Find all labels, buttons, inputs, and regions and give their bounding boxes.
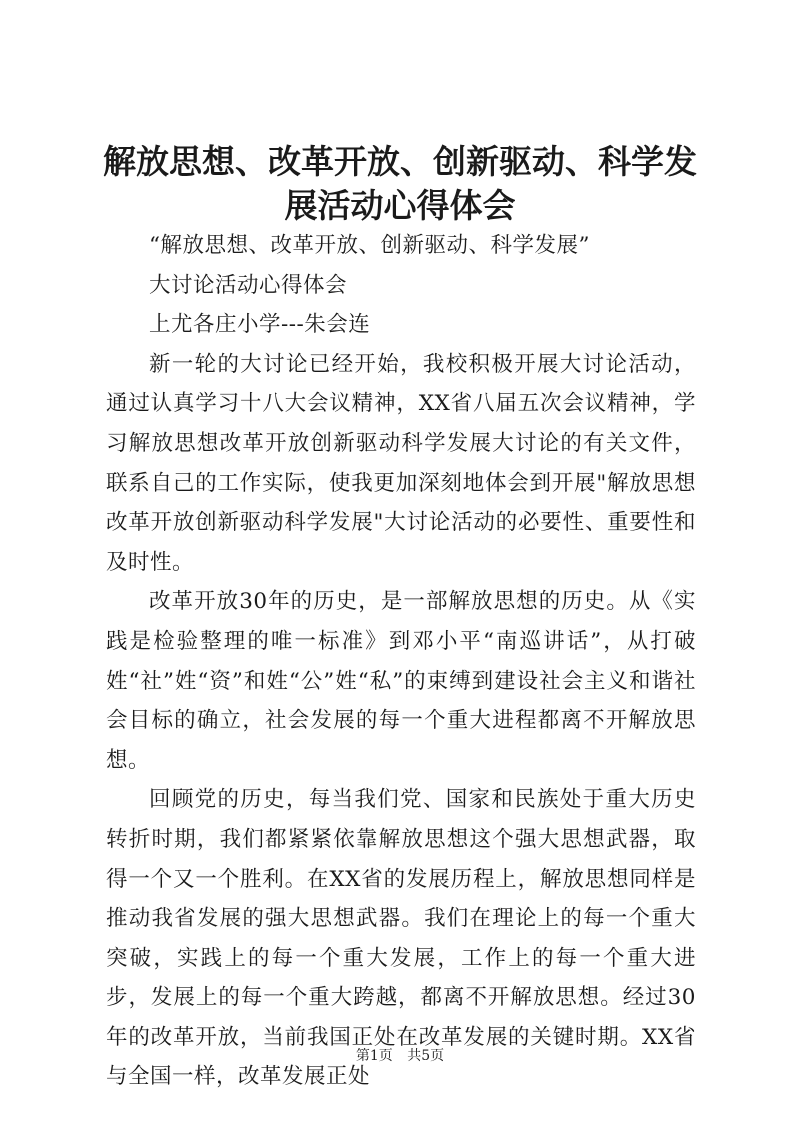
document-title: 解放思想、改革开放、创新驱动、科学发展活动心得体会 [103, 142, 697, 225]
body-paragraph: 新一轮的大讨论已经开始，我校积极开展大讨论活动，通过认真学习十八大会议精神，XX省八届五次会议精神，学习解放思想改革开放创新驱动科学发展大讨论的有关文件，联系自己的工作实际，使我更加深刻地体会到开展"解放思想改革开放创新驱动科学发展"大讨论活动的必要性、重要性和及时性。 [106, 351, 696, 575]
document-body [106, 226, 696, 1097]
body-paragraph: 改革开放30年的历史，是一部解放思想的历史。从《实践是检验整理的唯一标准》到邓小平“南巡讲话”，从打破姓“社”姓“资”和姓“公”姓“私”的束缚到建设社会主义和谐社会目标的确立，社会发展的每一个重大进程都离不开解放思想。 [106, 589, 696, 773]
page-footer [0, 1046, 800, 1066]
subtitle-quote: “解放思想、改革开放、创新驱动、科学发展” [149, 233, 590, 258]
subtitle-line: 大讨论活动心得体会 [149, 272, 348, 298]
page-total: 共5页 [407, 1048, 445, 1064]
author-line: 上尤各庄小学---朱会连 [149, 312, 371, 338]
body-paragraph: 回顾党的历史，每当我们党、国家和民族处于重大历史转折时期，我们都紧紧依靠解放思想这个强大思想武器，取得一个又一个胜利。在XX省的发展历程上，解放思想同样是推动我省发展的强大思想武器。我们在理论上的每一个重大突破，实践上的每一个重大发展，工作上的每一个重大进步，发展上的每一个重大跨越，都离不开解放思想。经过30年的改革开放，当前我国正处在改革发展的关键时期。XX省与全国一样，改革发展正处 [106, 787, 696, 1090]
page-number: 第1页 [355, 1048, 393, 1064]
